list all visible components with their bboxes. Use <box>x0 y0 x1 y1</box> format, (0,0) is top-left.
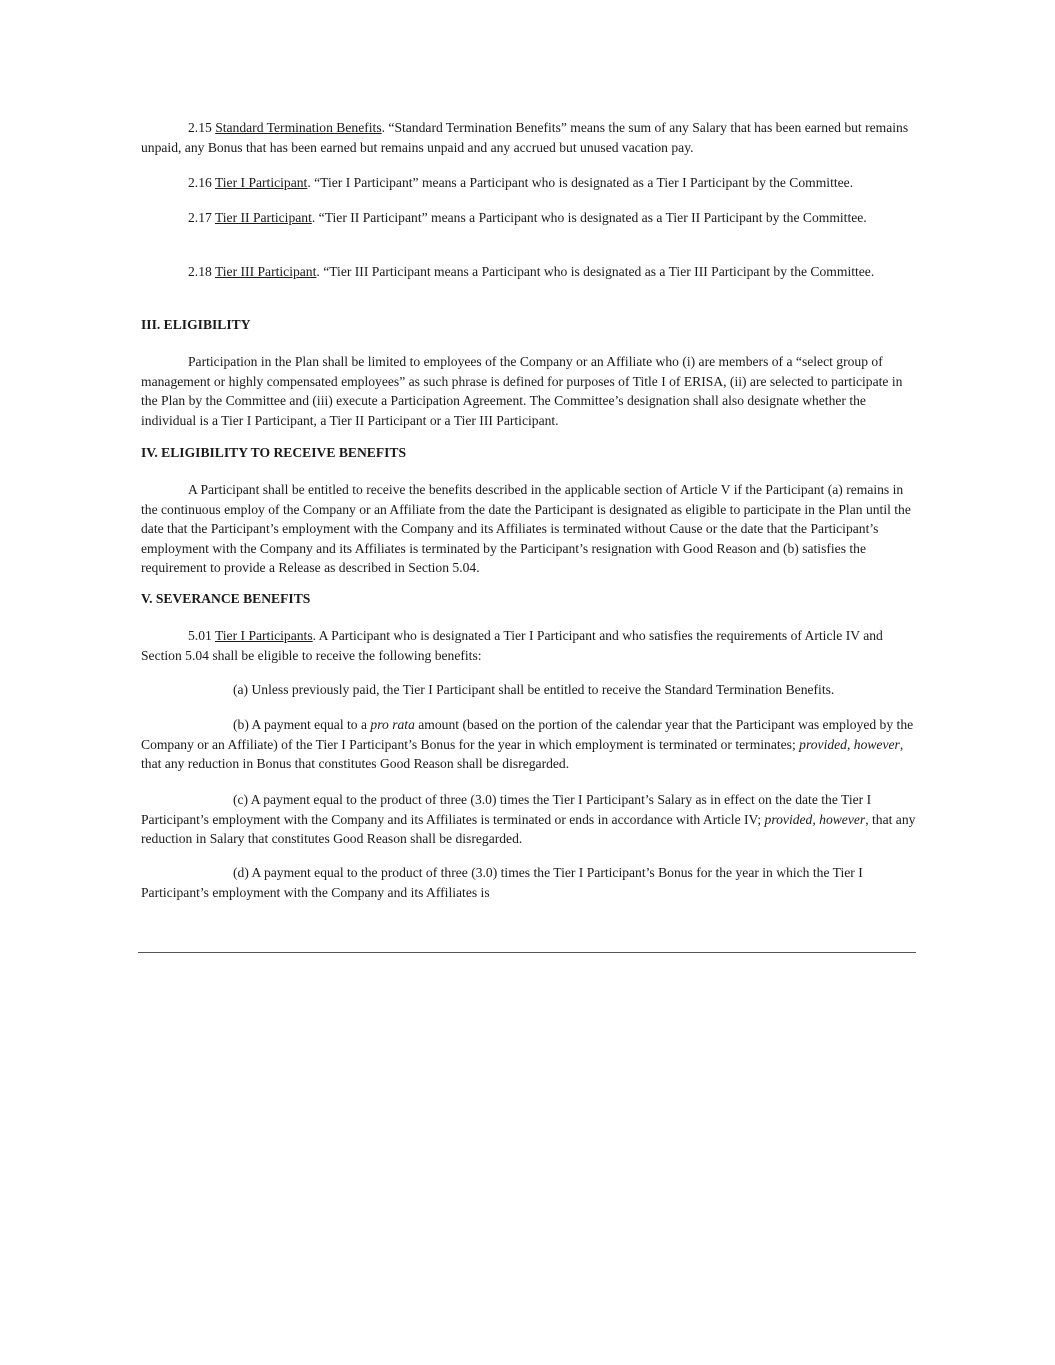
section-number: 2.18 <box>188 264 215 279</box>
heading-severance-benefits: V. SEVERANCE BENEFITS <box>141 591 311 606</box>
section-text: . “Tier II Participant” means a Participant who is designated as a Tier II Participant by the Committee. <box>311 210 867 225</box>
item-text: amount (based on the portion of the calendar year that the Participant was employed by the Company or an Affiliate) of the Tier I Participant’s Bonus for the year in which employment is terminated or terminates; <box>141 717 914 752</box>
defined-term: Standard Termination Benefits <box>215 120 382 135</box>
item-text: (b) A payment equal to a <box>233 717 371 732</box>
section-text: . “Tier I Participant” means a Participant who is designated as a Tier I Participant by the Committee. <box>307 175 854 190</box>
section-2-16 <box>141 173 919 193</box>
section-text: . “Standard Termination Benefits” means the sum of any Salary that has been earned but remains unpaid, any Bonus that has been earned but remains unpaid and any accrued but unused vacation pay. <box>141 120 909 155</box>
footer-divider <box>138 952 916 953</box>
defined-term: Tier III Participant <box>214 264 317 279</box>
item-b <box>141 715 919 774</box>
eligibility-paragraph: Participation in the Plan shall be limited to employees of the Company or an Affiliate who (i) are members of a “select group of management or highly compensated employees” as such phrase is defined for purposes of Title I of ERISA, (ii) are selected to participate in the Plan by the Committee and (iii) execute a Participation Agreement. The Committee’s designation shall also designate whether the individual is a Tier I Participant, a Tier II Participant or a Tier III Participant. <box>141 354 903 428</box>
eligibility-benefits-paragraph: A Participant shall be entitled to receive the benefits described in the applicable section of Article V if the Participant (a) remains in the continuous employ of the Company or an Affiliate from the date the Participant is designated as eligible to participate in the Plan until the date that the Participant’s employment with the Company and its Affiliates is terminated without Cause or the date that the Participant’s employment with the Company and its Affiliates is terminated by the Participant’s resignation with Good Reason and (b) satisfies the requirement to provide a Release as described in Section 5.04. <box>141 482 911 576</box>
heading-eligibility: III. ELIGIBILITY <box>141 317 251 332</box>
defined-term: Tier I Participant <box>214 175 308 190</box>
section-number: 2.17 <box>188 210 215 225</box>
section-number: 2.16 <box>188 175 215 190</box>
item-italic: pro rata <box>370 717 415 732</box>
section-number: 5.01 <box>188 628 215 643</box>
item-d: (d) A payment equal to the product of three (3.0) times the Tier I Participant’s Bonus for the year in which the Tier I Participant’s employment with the Company and its Affiliates is <box>141 865 863 900</box>
item-text: , that any reduction in Salary that constitutes Good Reason shall be disregarded. <box>141 811 916 847</box>
section-5-01 <box>141 626 919 665</box>
item-c <box>141 790 919 849</box>
heading-eligibility-benefits: IV. ELIGIBILITY TO RECEIVE BENEFITS <box>141 445 407 460</box>
section-number: 2.15 <box>188 120 216 135</box>
item-text: (c) A payment equal to the product of three (3.0) times the Tier I Participant’s Salary as in effect on the date the Tier I Participant’s employment with the Company and its Affiliates is terminated or ends in accordance with Article IV; <box>141 792 872 827</box>
section-2-17 <box>141 208 919 228</box>
item-a: (a) Unless previously paid, the Tier I Participant shall be entitled to receive the Standard Termination Benefits. <box>233 682 835 697</box>
item-italic: provided, however <box>764 811 866 827</box>
defined-term: Tier II Participant <box>214 210 312 225</box>
section-2-18 <box>141 262 919 282</box>
section-text: . “Tier III Participant means a Participant who is designated as a Tier III Participant by the Committee. <box>316 264 875 279</box>
item-text: , that any reduction in Bonus that constitutes Good Reason shall be disregarded. <box>141 736 904 772</box>
section-2-15 <box>141 118 919 157</box>
item-italic: provided, however <box>799 736 900 752</box>
section-text: . A Participant who is designated a Tier I Participant and who satisfies the requirements of Article IV and Section 5.04 shall be eligible to receive the following benefits: <box>141 628 883 663</box>
defined-term: Tier I Participants <box>214 628 313 643</box>
